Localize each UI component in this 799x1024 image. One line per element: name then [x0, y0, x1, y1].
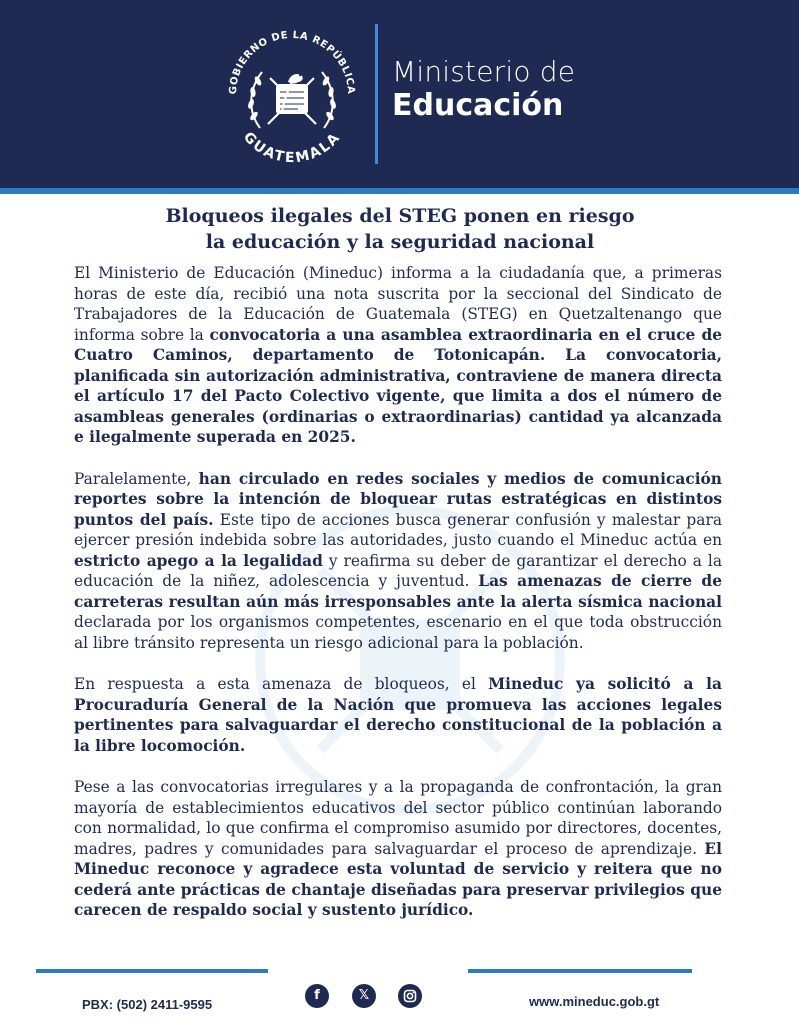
svg-text:GOBIERNO DE LA REPÚBLICA: GOBIERNO DE LA REPÚBLICA [227, 29, 357, 95]
paragraph-1-text: El Ministerio de Educación (Mineduc) informa a la ciudadanía que, a primeras horas de este día, recibió una nota suscrita por la seccional del Sindicato de Trabajadores de la Educación de Guatemala (STEG) en Quetzaltenango que informa sobre la [74, 264, 722, 344]
ministry-name-line1: Ministerio de [392, 55, 576, 88]
paragraph-2-text-e: y reafirma su deber de garantizar el derecho a la educación de la niñez, adolescencia y juventud. [74, 551, 722, 590]
paragraph-4-text: Pese a las convocatorias irregulares y a la propaganda de confrontación, la gran mayoría de establecimientos educativos del sector público continúan laborando con normalidad, lo que confirma el compromiso asumido por directores, docentes, madres, padres y comunidades para salvaguardar el proceso de aprendizaje. [74, 778, 722, 858]
document-body [74, 263, 722, 942]
paragraph-2-text-c: Este tipo de acciones busca generar confusión y malestar para ejercer presión indebida sobre las autoridades, justo cuando el Mineduc actúa en [74, 510, 722, 549]
footer-website-link[interactable]: www.mineduc.gob.gt [529, 994, 660, 1009]
ministry-name-line2: Educación [392, 88, 564, 123]
title-line-1: Bloqueos ilegales del STEG ponen en riesgo [165, 205, 635, 227]
footer-phone: PBX: (502) 2411-9595 [82, 997, 213, 1012]
paragraph-1 [74, 263, 722, 448]
paragraph-2-bold-f: Las amenazas de cierre de carreteras resultan aún más irresponsables ante la alerta sísmica nacional [74, 572, 722, 611]
guatemala-coat-of-arms-seal [218, 20, 366, 168]
instagram-icon[interactable] [398, 984, 422, 1008]
svg-text:GUATEMALA: GUATEMALA [239, 129, 345, 167]
instagram-glyph [398, 984, 422, 1008]
paragraph-3-bold: Mineduc ya solicitó a la Procuraduría General de la Nación que promueva las acciones legales pertinentes para salvaguardar el derecho constitucional de la población a la libre locomoción. [74, 675, 722, 755]
x-icon[interactable]: 𝕏 [352, 984, 376, 1008]
page-title [80, 203, 720, 255]
paragraph-3-text: En respuesta a esta amenaza de bloqueos, el [74, 675, 489, 693]
header-divider [375, 24, 378, 164]
paragraph-4-bold: El Mineduc reconoce y agradece esta voluntad de servicio y reitera que no cederá ante prácticas de chantaje diseñadas para preservar privilegios que carecen de respaldo social y sustento jurídico. [74, 839, 722, 919]
paragraph-2-bold-b: han circulado en redes sociales y medios de comunicación reportes sobre la intención de bloquear rutas estratégicas en distintos puntos del país. [74, 469, 722, 529]
paragraph-1-bold: convocatoria a una asamblea extraordinaria en el cruce de Cuatro Caminos, departamento de Totonicapán. La convocatoria, planificada sin autorización administrativa, contraviene de manera directa el artículo 17 del Pacto Colectivo vigente, que limita a dos el número de asambleas generales (ordinarias o extraordinarias) cantidad ya alcanzada e ilegalmente superada en 2025. [74, 325, 722, 446]
title-line-2: la educación y la seguridad nacional [205, 231, 595, 253]
paragraph-2-bold-d: estricto apego a la legalidad [74, 551, 323, 570]
paragraph-2-text-g: declarada por los organismos competentes, escenario en el que toda obstrucción al libre tránsito representa un riesgo adicional para la población. [74, 613, 722, 652]
paragraph-2-text-a: Paralelamente, [74, 469, 199, 488]
paragraph-2 [74, 469, 722, 654]
footer-rule-gap [268, 966, 468, 976]
facebook-icon[interactable]: f [305, 984, 329, 1008]
header-stripe [0, 188, 799, 194]
paragraph-3 [74, 674, 722, 756]
paragraph-4 [74, 777, 722, 921]
